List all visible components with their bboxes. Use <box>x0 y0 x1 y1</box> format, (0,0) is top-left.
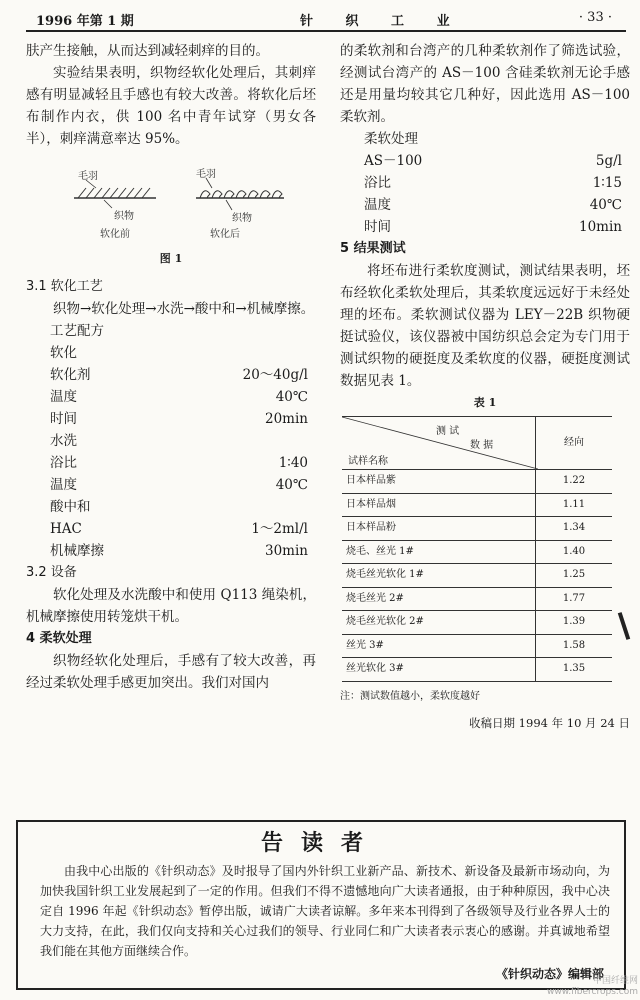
paragraph: 织物→软化处理→水洗→酸中和→机械摩擦。 <box>53 301 315 317</box>
table-title: 表 1 <box>473 396 497 409</box>
table-row: 烧毛丝光软化 1# 1.25 <box>342 564 612 588</box>
recipe-row: 温度 40℃ <box>50 477 308 493</box>
paragraph: 实验结果表明，织物经软化处理后，其刺痒感有明显减轻且手感也有较大改善。将软化后坯布制作内衣，供 100 名中青年试穿（男女各半），刺痒满意率达 95%。 <box>26 65 316 147</box>
notice-body: 由我中心出版的《针织动态》及时报导了国内外针织工业新产品、新技术、新设备及最新市场动向，为加快我国针织工业发展起到了一定的作用。但我们不得不遗憾地向广大读者通报，由于种种原因，我中心决定自 1996 年起《针织动态》暂停出版，诚请广大读者谅解。多年来本刊得到了各级领导及行业各界人士的大力支持，在此，我们仅向支持和关心过我们的领导、行业同仁和广大读者表示衷心的感谢。并真诚地希望我们能在其他方面继续合作。 <box>40 864 610 958</box>
paragraph: 软化处理及水洗酸中和使用 Q113 绳染机，机械摩擦使用转笼烘干机。 <box>26 587 316 625</box>
table-header-row <box>342 417 612 470</box>
table-row: 日本样品紫 1.22 <box>342 470 612 494</box>
recipe-row: HAC 1～2ml/l <box>50 521 308 537</box>
recipe-row: 浴比 1∶40 <box>50 455 308 471</box>
right-column <box>340 40 630 734</box>
table-diagonal-header: 测 试 数 据 试样名称 <box>342 417 536 470</box>
table-column-header: 经向 <box>536 417 613 470</box>
journal-title: 针 织 工 业 <box>300 14 464 29</box>
received-date: 收稿日期 1994 年 10 月 24 日 <box>469 715 630 730</box>
recipe-row: 机械摩擦 30min <box>50 543 308 559</box>
paragraph: 肤产生接触，从而达到减轻刺痒的目的。 <box>26 43 269 59</box>
paragraph: 织物经软化处理后，手感有了较大改善，再经过柔软处理手感更加突出。我们对国内 <box>26 653 316 691</box>
recipe-row: 温度 40℃ <box>364 197 622 213</box>
figure-label: 织物 <box>232 213 252 224</box>
section-heading: 5 结果测试 <box>340 241 406 256</box>
table-row: 烧毛丝光 2# 1.77 <box>342 587 612 611</box>
left-column <box>26 40 316 694</box>
reader-notice <box>16 820 626 990</box>
table-row: 烧毛丝光软化 2# 1.39 <box>342 611 612 635</box>
issue-label: 1996 年第 1 期 <box>36 14 134 29</box>
figure-caption-after: 软化后 <box>210 229 240 240</box>
table-row: 丝光软化 3# 1.35 <box>342 658 612 682</box>
section-heading: 3.2 设备 <box>26 565 77 580</box>
figure-caption-before: 软化前 <box>100 229 130 240</box>
table-row: 日本样品烟 1.11 <box>342 493 612 517</box>
watermark: 中国纤维网 www.fibercrops.com <box>547 976 638 997</box>
running-header <box>0 8 640 30</box>
figure-label: 织物 <box>114 211 134 222</box>
section-heading: 3.1 软化工艺 <box>26 279 103 294</box>
recipe-title: 工艺配方 <box>50 323 104 339</box>
table-row: 丝光 3# 1.58 <box>342 634 612 658</box>
table-row: 日本样品粉 1.34 <box>342 517 612 541</box>
figure-1 <box>26 158 316 242</box>
recipe-row: 时间 10min <box>364 219 622 235</box>
recipe-row: 软化剂 20～40g/l <box>50 367 308 383</box>
recipe-subtitle: 柔软处理 <box>364 131 418 147</box>
header-rule <box>26 30 626 32</box>
table-note: 注：测试数值越小，柔软度越好 <box>340 690 480 702</box>
recipe-row: 浴比 1∶15 <box>364 175 622 191</box>
figure-title: 图 1 <box>159 252 183 265</box>
table-row: 烧毛、丝光 1# 1.40 <box>342 540 612 564</box>
recipe-list <box>26 364 316 430</box>
figure-label: 毛羽 <box>78 171 98 182</box>
paragraph: 将坯布进行柔软度测试，测试结果表明，坯布经软化柔软处理后，其柔软度远远好于未经处理的坯布。柔软测试仪器为 LEY－22B 织物硬挺试验仪，该仪器被中国纺织总会定为专门用于测试织物的硬挺度及柔软度的仪器，硬挺度测试数据见表 1。 <box>340 263 630 389</box>
recipe-subtitle: 水洗 <box>50 433 77 449</box>
notice-title: 告读者 <box>260 830 381 856</box>
paragraph: 的柔软剂和台湾产的几种柔软剂作了筛选试验，经测试台湾产的 AS－100 含硅柔软剂无论手感还是用量均较其它几种好，因此选用 AS－100 柔软剂。 <box>340 43 630 125</box>
recipe-subtitle: 软化 <box>50 345 77 361</box>
recipe-subtitle: 酸中和 <box>50 499 91 515</box>
recipe-row: AS－100 5g/l <box>364 153 622 169</box>
page-number: · 33 · <box>578 10 612 25</box>
notice-signature: 《针织动态》编辑部 <box>495 967 604 981</box>
figure-label: 毛羽 <box>196 169 216 180</box>
stiffness-table <box>342 416 612 682</box>
recipe-row: 时间 20min <box>50 411 308 427</box>
recipe-row: 温度 40℃ <box>50 389 308 405</box>
section-heading: 4 柔软处理 <box>26 631 92 646</box>
